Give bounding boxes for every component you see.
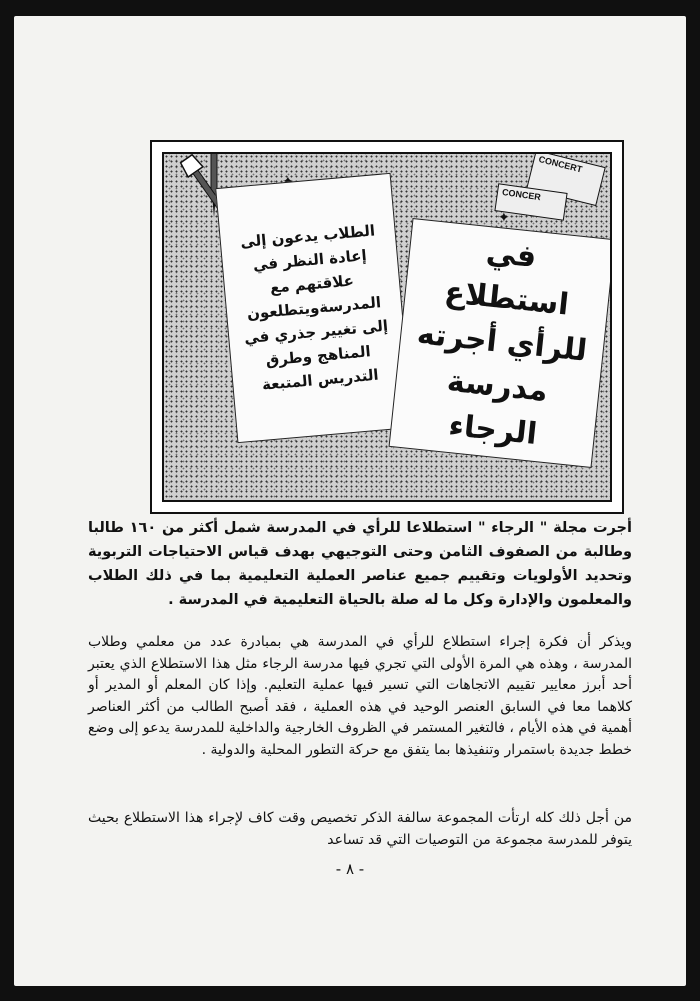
body-paragraph: ويذكر أن فكرة إجراء استطلاع للرأي في المدرسة هي بمبادرة عدد من معلمي وطلاب المدرسة ، وهذه هي المرة الأولى التي تجري فيها مدرسة الرجاء مثل هذا الاستطلاع الذي يعتبر أحد أبرز معايير تقييم الاتجاهات التي تسير فيها عملية التعليم. وإذا كان المعلم أو المدير أو كلاهما معا في السابق العنصر الوحيد في هذه العملية ، فقد أصبح الطالب من أكثر العناصر أهمية في هذه الأيام ، فالتغير المستمر في الظروف الخارجية والداخلية للمدرسة يدعو إلى وضع خطط جديدة باستمرار وتنفيذها بما يتفق مع حركة التطور المحلية والدولية . xyxy=(88,634,632,758)
left-note xyxy=(215,173,413,443)
intro-paragraph: أجرت مجلة " الرجاء " استطلاعا للرأي في المدرسة شمل أكثر من ١٦٠ طالبا وطالبة من الصفوف الثامن وحتى التوجيهي بهدف قياس الاحتياجات التربوية وتحديد الأولويات وتقييم جميع عناصر العملية التعليمية بما في ذلك الطلاب والمعلمون والإدارة وكل ما له صلة بالحياة التعليمية في المدرسة . xyxy=(88,520,632,608)
illustration-frame xyxy=(150,140,624,514)
corkboard xyxy=(162,152,612,502)
right-note-text: في استطلاع للرأي أجرته مدرسة الرجاء xyxy=(415,234,589,453)
left-note-text: الطلاب يدعون إلى إعادة النظر في علاقتهم مع المدرسةويتطلعون إلى تغيير جذري في المناهج وطرق التدريس المتبعة xyxy=(239,221,389,394)
body-paragraph: من أجل ذلك كله ارتأت المجموعة سالفة الذكر تخصيص وقت كاف لإجراء هذا الاستطلاع بحيث يتوفر للمدرسة مجموعة من التوصيات التي قد تساعد xyxy=(88,810,632,848)
ticket-label: CONCER xyxy=(501,186,542,203)
right-note xyxy=(389,218,612,468)
pushpin-icon: ✦ xyxy=(498,210,510,226)
ticket-label: CONCERT xyxy=(537,154,584,175)
page-number: - ٨ - xyxy=(335,860,365,878)
